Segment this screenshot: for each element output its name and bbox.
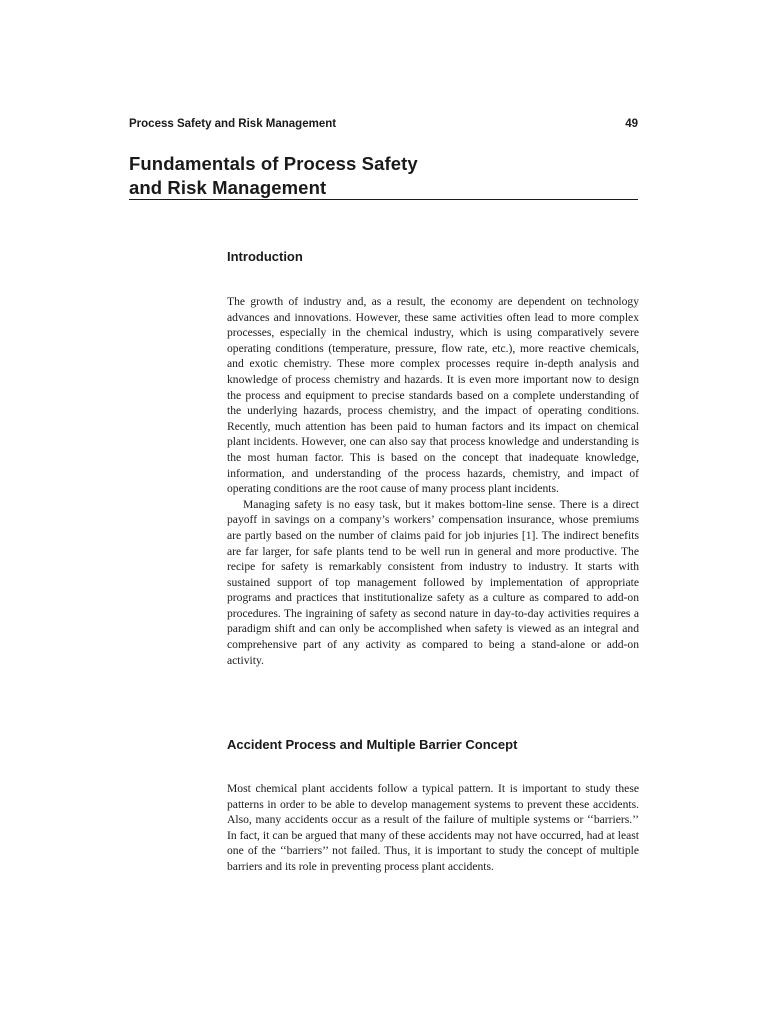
running-head-title: Process Safety and Risk Management [129, 118, 337, 130]
title-rule [129, 199, 638, 200]
paragraph: Managing safety is no easy task, but it makes bottom-line sense. There is a direct payoff in savings on a company’s workers’ compensation insurance, whose premiums are partly based on the number of claims paid for job injuries [1]. The indirect benefits are far larger, for safe plants tend to be well run in general and more productive. The recipe for safety is remarkably consistent from industry to industry. It starts with sustained support of top management followed by implementation of appropriate programs and practices that institutionalize safety as a culture as compared to add-on procedures. The ingraining of safety as second nature in day-to-day activities requires a paradigm shift and can only be accomplished when safety is viewed as an integral and comprehensive part of any activity as compared to being a stand-alone or add-on activity. [227, 497, 639, 667]
chapter-title-line-2: and Risk Management [129, 177, 327, 198]
section-heading-accident-process: Accident Process and Multiple Barrier Concept [227, 737, 518, 752]
chapter-title-line-1: Fundamentals of Process Safety [129, 153, 418, 174]
accident-process-body [227, 781, 639, 875]
introduction-body [227, 294, 639, 668]
paragraph: Most chemical plant accidents follow a typical pattern. It is important to study these patterns in order to be able to develop management systems to prevent these accidents. Also, many accidents occur as a result of the failure of multiple systems or ‘‘barriers.’’ In fact, it can be argued that many of these accidents may not have occurred, had at least one of the ‘‘barriers’’ not failed. Thus, it is important to study the concept of multiple barriers and its role in preventing process plant accidents. [227, 782, 639, 873]
paragraph: The growth of industry and, as a result, the economy are dependent on technology advances and innovations. However, these same activities often lead to more complex processes, especially in the chemical industry, which is using comparatively severe operating conditions (temperature, pressure, flow rate, etc.), more reactive chemicals, and exotic chemistry. These more complex processes require in-depth analysis and knowledge of process chemistry and hazards. It is even more important now to design the process and equipment to precise standards based on a complete understanding of the underlying hazards, process chemistry, and the impact of operating conditions. Recently, much attention has been paid to human factors and its impact on chemical plant incidents. However, one can also say that process knowledge and understanding is the most human factor. This is based on the concept that inadequate knowledge, information, and understanding of the process hazards, chemistry, and impact of operating conditions are the root cause of many process plant incidents. [227, 295, 639, 496]
page-number: 49 [625, 118, 638, 130]
section-heading-introduction: Introduction [227, 249, 303, 264]
chapter-title [129, 152, 638, 200]
running-head [129, 118, 638, 134]
